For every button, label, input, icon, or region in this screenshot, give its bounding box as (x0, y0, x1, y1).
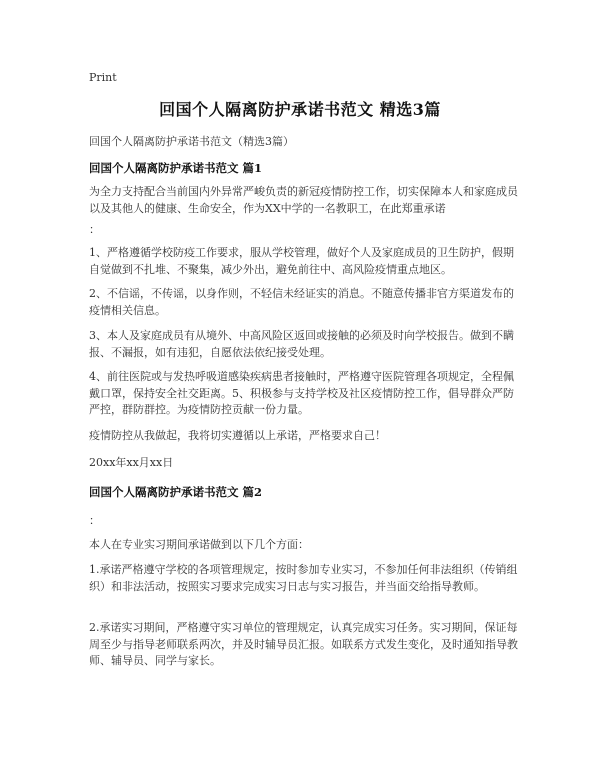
section-1-item-4: 4、前往医院或与发热呼吸道感染疾病患者接触时，严格遵守医院管理各项规定，全程佩戴口罩，保持安全社交距离。5、积极参与支持学校及社区疫情防控工作，倡导群众严防严控，群防群控。为疫情防控贡献一份力量。 (89, 370, 514, 416)
section-1-date: 20xx年xx月xx日 (89, 456, 174, 469)
section-1-closing: 疫情防控从我做起，我将切实遵循以上承诺，严格要求自己！ (89, 429, 386, 442)
section-1-item-1: 1、严格遵循学校防疫工作要求，服从学校管理，做好个人及家庭成员的卫生防护，假期自觉做到不扎堆、不聚集，减少外出，避免前往中、高风险疫情重点地区。 (89, 246, 514, 276)
subtitle: 回国个人隔离防护承诺书范文（精选3篇） (89, 135, 294, 148)
section-1-item-2: 2、不信谣，不传谣，以身作则，不轻信未经证实的消息。不随意传播非官方渠道发布的疫情相关信息。 (89, 287, 514, 317)
section-2-colon: ： (89, 514, 100, 527)
section-1-intro: 为全力支持配合当前国内外异常严峻负责的新冠疫情防控工作，切实保障本人和家庭成员以及其他人的健康、生命安全，作为XX中学的一名教职工，在此郑重承诺 (89, 185, 518, 215)
print-label[interactable]: Print (89, 71, 117, 84)
page-title: 回国个人隔离防护承诺书范文 精选3篇 (159, 100, 441, 119)
section-1-heading: 回国个人隔离防护承诺书范文 篇1 (89, 161, 263, 175)
section-2-heading: 回国个人隔离防护承诺书范文 篇2 (89, 485, 263, 499)
section-2-item-2: 2.承诺实习期间，严格遵守实习单位的管理规定，认真完成实习任务。实习期间，保证每周至少与指导老师联系两次，并及时辅导员汇报。如联系方式发生变化，及时通知指导教师、辅导员、同学与家长。 (89, 621, 518, 667)
section-1-item-3: 3、本人及家庭成员有从境外、中高风险区返回或接触的必须及时向学校报告。做到不瞒报、不漏报，如有违犯，自愿依法依纪接受处理。 (89, 329, 514, 359)
section-1-colon: ： (89, 223, 100, 236)
section-2-item-1: 1.承诺严格遵守学校的各项管理规定，按时参加专业实习，不参加任何非法组织（传销组织）和非法活动，按照实习要求完成实习日志与实习报告，并当面交给指导教师。 (89, 563, 518, 593)
section-2-intro: 本人在专业实习期间承诺做到以下几个方面： (89, 538, 309, 551)
